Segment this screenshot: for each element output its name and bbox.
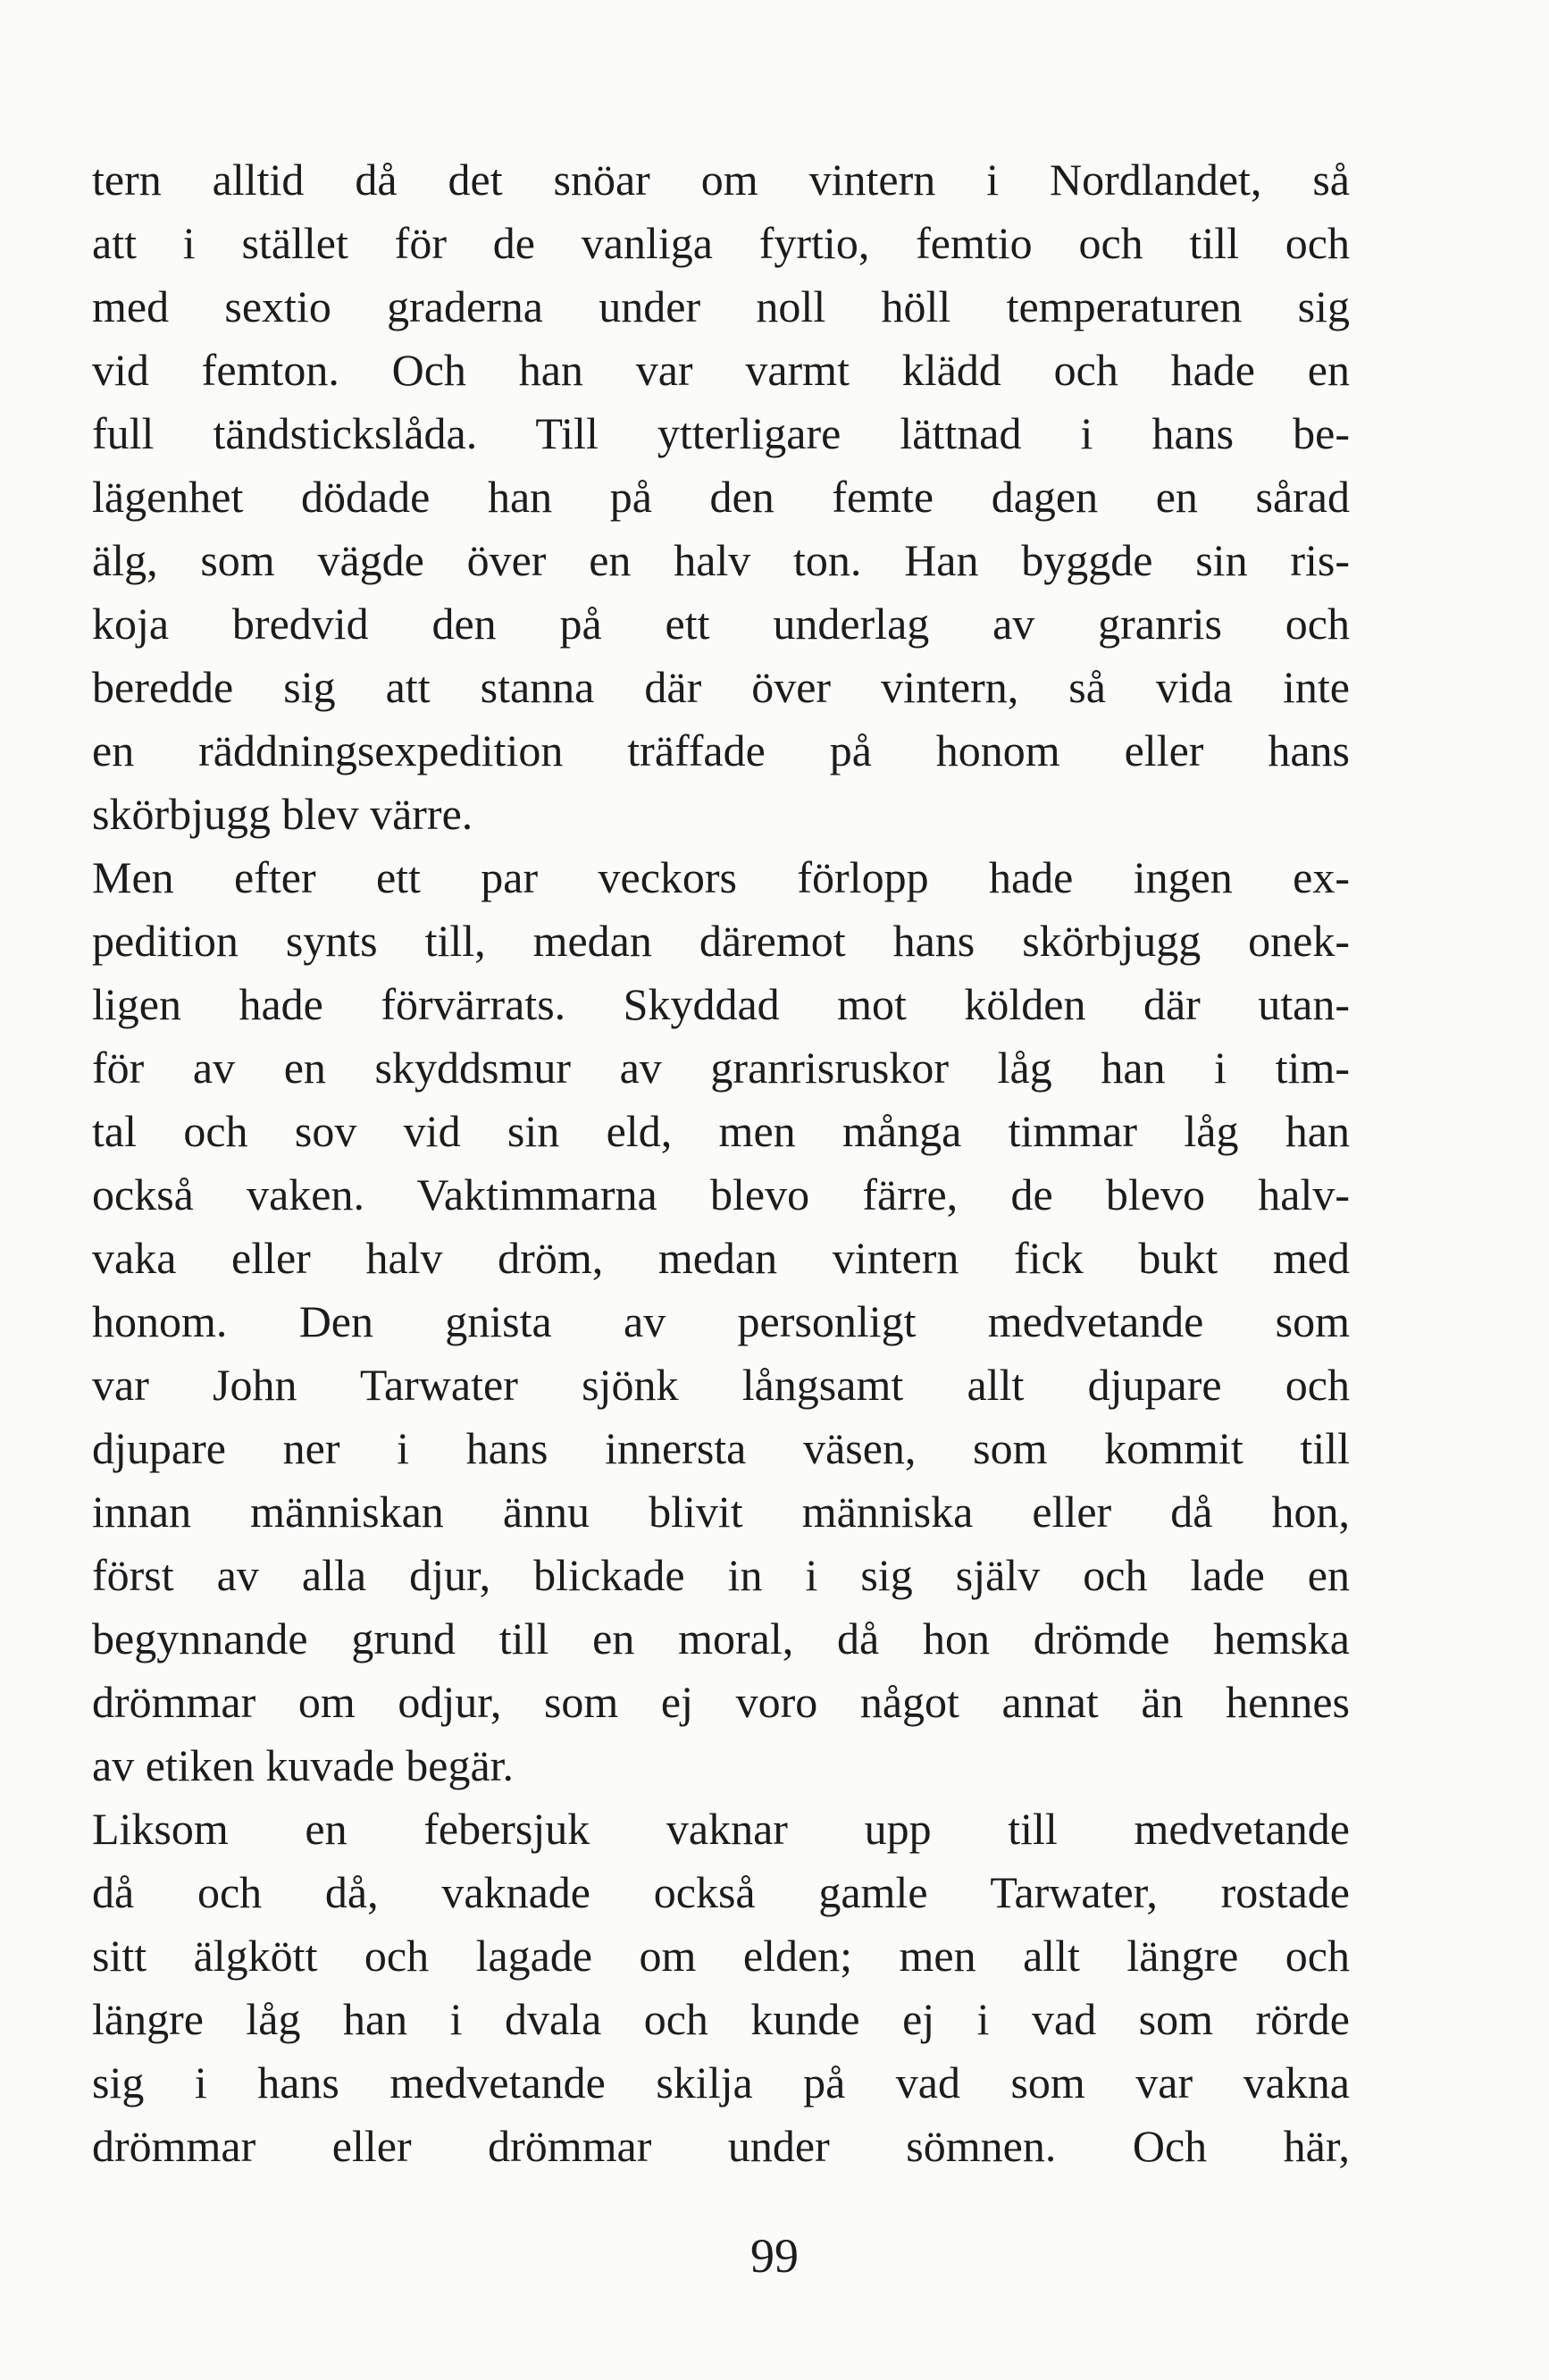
text-line: honom. Den gnista av personligt medvetande som bbox=[92, 1296, 1350, 1346]
text-line: för av en skyddsmur av granrisruskor låg han i tim- bbox=[92, 1043, 1350, 1093]
text-line: drömmar om odjur, som ej voro något annat än hennes bbox=[92, 1677, 1350, 1727]
text-line: lägenhet dödade han på den femte dagen en sårad bbox=[92, 472, 1350, 522]
text-line: koja bredvid den på ett underlag av granris och bbox=[92, 599, 1350, 649]
text-line: tern alltid då det snöar om vintern i Nordlandet, så bbox=[92, 155, 1350, 205]
text-line: en räddningsexpedition träffade på honom eller hans bbox=[92, 725, 1350, 775]
text-line: ligen hade förvärrats. Skyddad mot kölden där utan- bbox=[92, 979, 1350, 1029]
body-text bbox=[92, 148, 1350, 2178]
text-line: först av alla djur, blickade in i sig själv och lade en bbox=[92, 1550, 1350, 1600]
text-line: drömmar eller drömmar under sömnen. Och här, bbox=[92, 2121, 1350, 2171]
text-line: sig i hans medvetande skilja på vad som var vakna bbox=[92, 2057, 1350, 2108]
text-line: full tändstickslåda. Till ytterligare lättnad i hans be- bbox=[92, 408, 1350, 458]
text-line: också vaken. Vaktimmarna blevo färre, de blevo halv- bbox=[92, 1169, 1350, 1219]
text-line: beredde sig att stanna där över vintern, så vida inte bbox=[92, 662, 1350, 712]
text-line: djupare ner i hans innersta väsen, som kommit till bbox=[92, 1423, 1350, 1473]
text-line: längre låg han i dvala och kunde ej i vad som rörde bbox=[92, 1994, 1350, 2044]
text-line: Men efter ett par veckors förlopp hade ingen ex- bbox=[92, 852, 1350, 902]
text-line: skörbjugg blev värre. bbox=[92, 789, 473, 839]
text-line: sitt älgkött och lagade om elden; men allt längre och bbox=[92, 1931, 1350, 1981]
text-line: att i stället för de vanliga fyrtio, femtio och till och bbox=[92, 218, 1350, 268]
text-line: Liksom en febersjuk vaknar upp till medvetande bbox=[92, 1804, 1350, 1854]
text-line: tal och sov vid sin eld, men många timmar låg han bbox=[92, 1106, 1350, 1156]
text-line: pedition synts till, medan däremot hans skörbjugg onek- bbox=[92, 916, 1350, 966]
text-line: vid femton. Och han var varmt klädd och hade en bbox=[92, 345, 1350, 395]
text-line: med sextio graderna under noll höll temperaturen sig bbox=[92, 281, 1350, 331]
text-line: av etiken kuvade begär. bbox=[92, 1740, 515, 1790]
page-number: 99 bbox=[750, 2229, 799, 2283]
text-line: älg, som vägde över en halv ton. Han byggde sin ris- bbox=[92, 535, 1350, 585]
text-line: begynnande grund till en moral, då hon drömde hemska bbox=[92, 1613, 1350, 1663]
text-line: innan människan ännu blivit människa eller då hon, bbox=[92, 1487, 1350, 1537]
text-line: var John Tarwater sjönk långsamt allt djupare och bbox=[92, 1360, 1350, 1410]
text-line: då och då, vaknade också gamle Tarwater, rostade bbox=[92, 1867, 1350, 1917]
text-line: vaka eller halv dröm, medan vintern fick bukt med bbox=[92, 1233, 1350, 1283]
